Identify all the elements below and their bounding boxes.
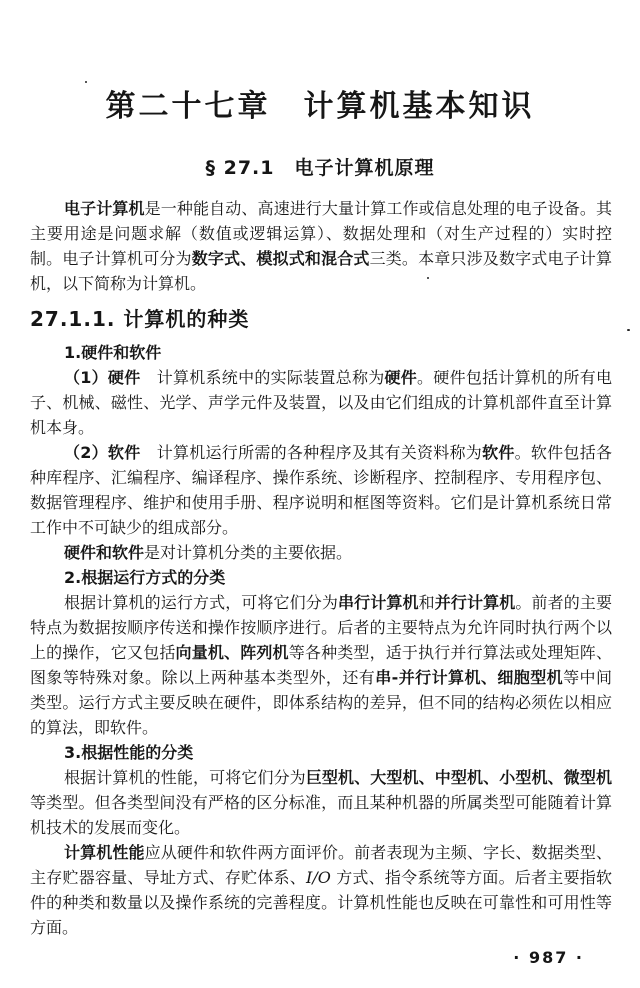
paragraph: 硬件和软件是对计算机分类的主要依据。 (64, 543, 353, 562)
page-number: · 987 · (513, 948, 584, 967)
page-body (30, 196, 612, 940)
paragraph: 根据计算机的性能，可将它们分为巨型机、大型机、中型机、小型机、微型机等类型。但各类型间没有严格的区分标准，而且某种机器的所属类型可能随着计算机技术的发展而变化。 (30, 768, 612, 837)
paragraph: 电子计算机是一种能自动、高速进行大量计算工作或信息处理的电子设备。其主要用途是问题求解（数值或逻辑运算）、数据处理和（对生产过程的）实时控制。电子计算机可分为数字式、模拟式和混合式三类。本章只涉及数字式电子计算机，以下简称为计算机。 (30, 199, 612, 293)
scan-speck (627, 329, 630, 331)
paragraph: 计算机性能应从硬件和软件两方面评价。前者表现为主频、字长、数据类型、主存贮器容量、导址方式、存贮体系、I/O 方式、指令系统等方面。后者主要指软件的种类和数量以及操作系统的完善程度。计算机性能也反映在可靠性和可用性等方面。 (30, 843, 612, 937)
section-title: § 27.1 电子计算机原理 (205, 157, 435, 179)
scan-speck (427, 277, 429, 279)
scan-speck (85, 81, 87, 83)
list-title: 3.根据性能的分类 (64, 743, 194, 762)
chapter-title: 第二十七章 计算机基本知识 (105, 89, 535, 124)
list-title: 2.根据运行方式的分类 (64, 568, 226, 587)
subsection: 27.1.1. 计算机的种类 (30, 307, 250, 331)
list-title: 1.硬件和软件 (64, 343, 162, 362)
paragraph: （1）硬件 计算机系统中的实际装置总称为硬件。硬件包括计算机的所有电子、机械、磁性、光学、声学元件及装置，以及由它们组成的计算机部件直至计算机本身。 (30, 368, 612, 437)
paragraph: （2）软件 计算机运行所需的各种程序及其有关资料称为软件。软件包括各种库程序、汇编程序、编译程序、操作系统、诊断程序、控制程序、专用程序包、数据管理程序、维护和使用手册、程序说明和框图等资料。它们是计算机系统日常工作中不可缺少的组成部分。 (30, 443, 612, 537)
paragraph: 根据计算机的运行方式，可将它们分为串行计算机和并行计算机。前者的主要特点为数据按顺序传送和操作按顺序进行。后者的主要特点为允许同时执行两个以上的操作，它又包括向量机、阵列机等各种类型，适于执行并行算法或处理矩阵、图象等特殊对象。除以上两种基本类型外，还有串-并行计算机、细胞型机等中间类型。运行方式主要反映在硬件，即体系结构的差异，但不同的结构必须佐以相应的算法，即软件。 (30, 593, 612, 737)
